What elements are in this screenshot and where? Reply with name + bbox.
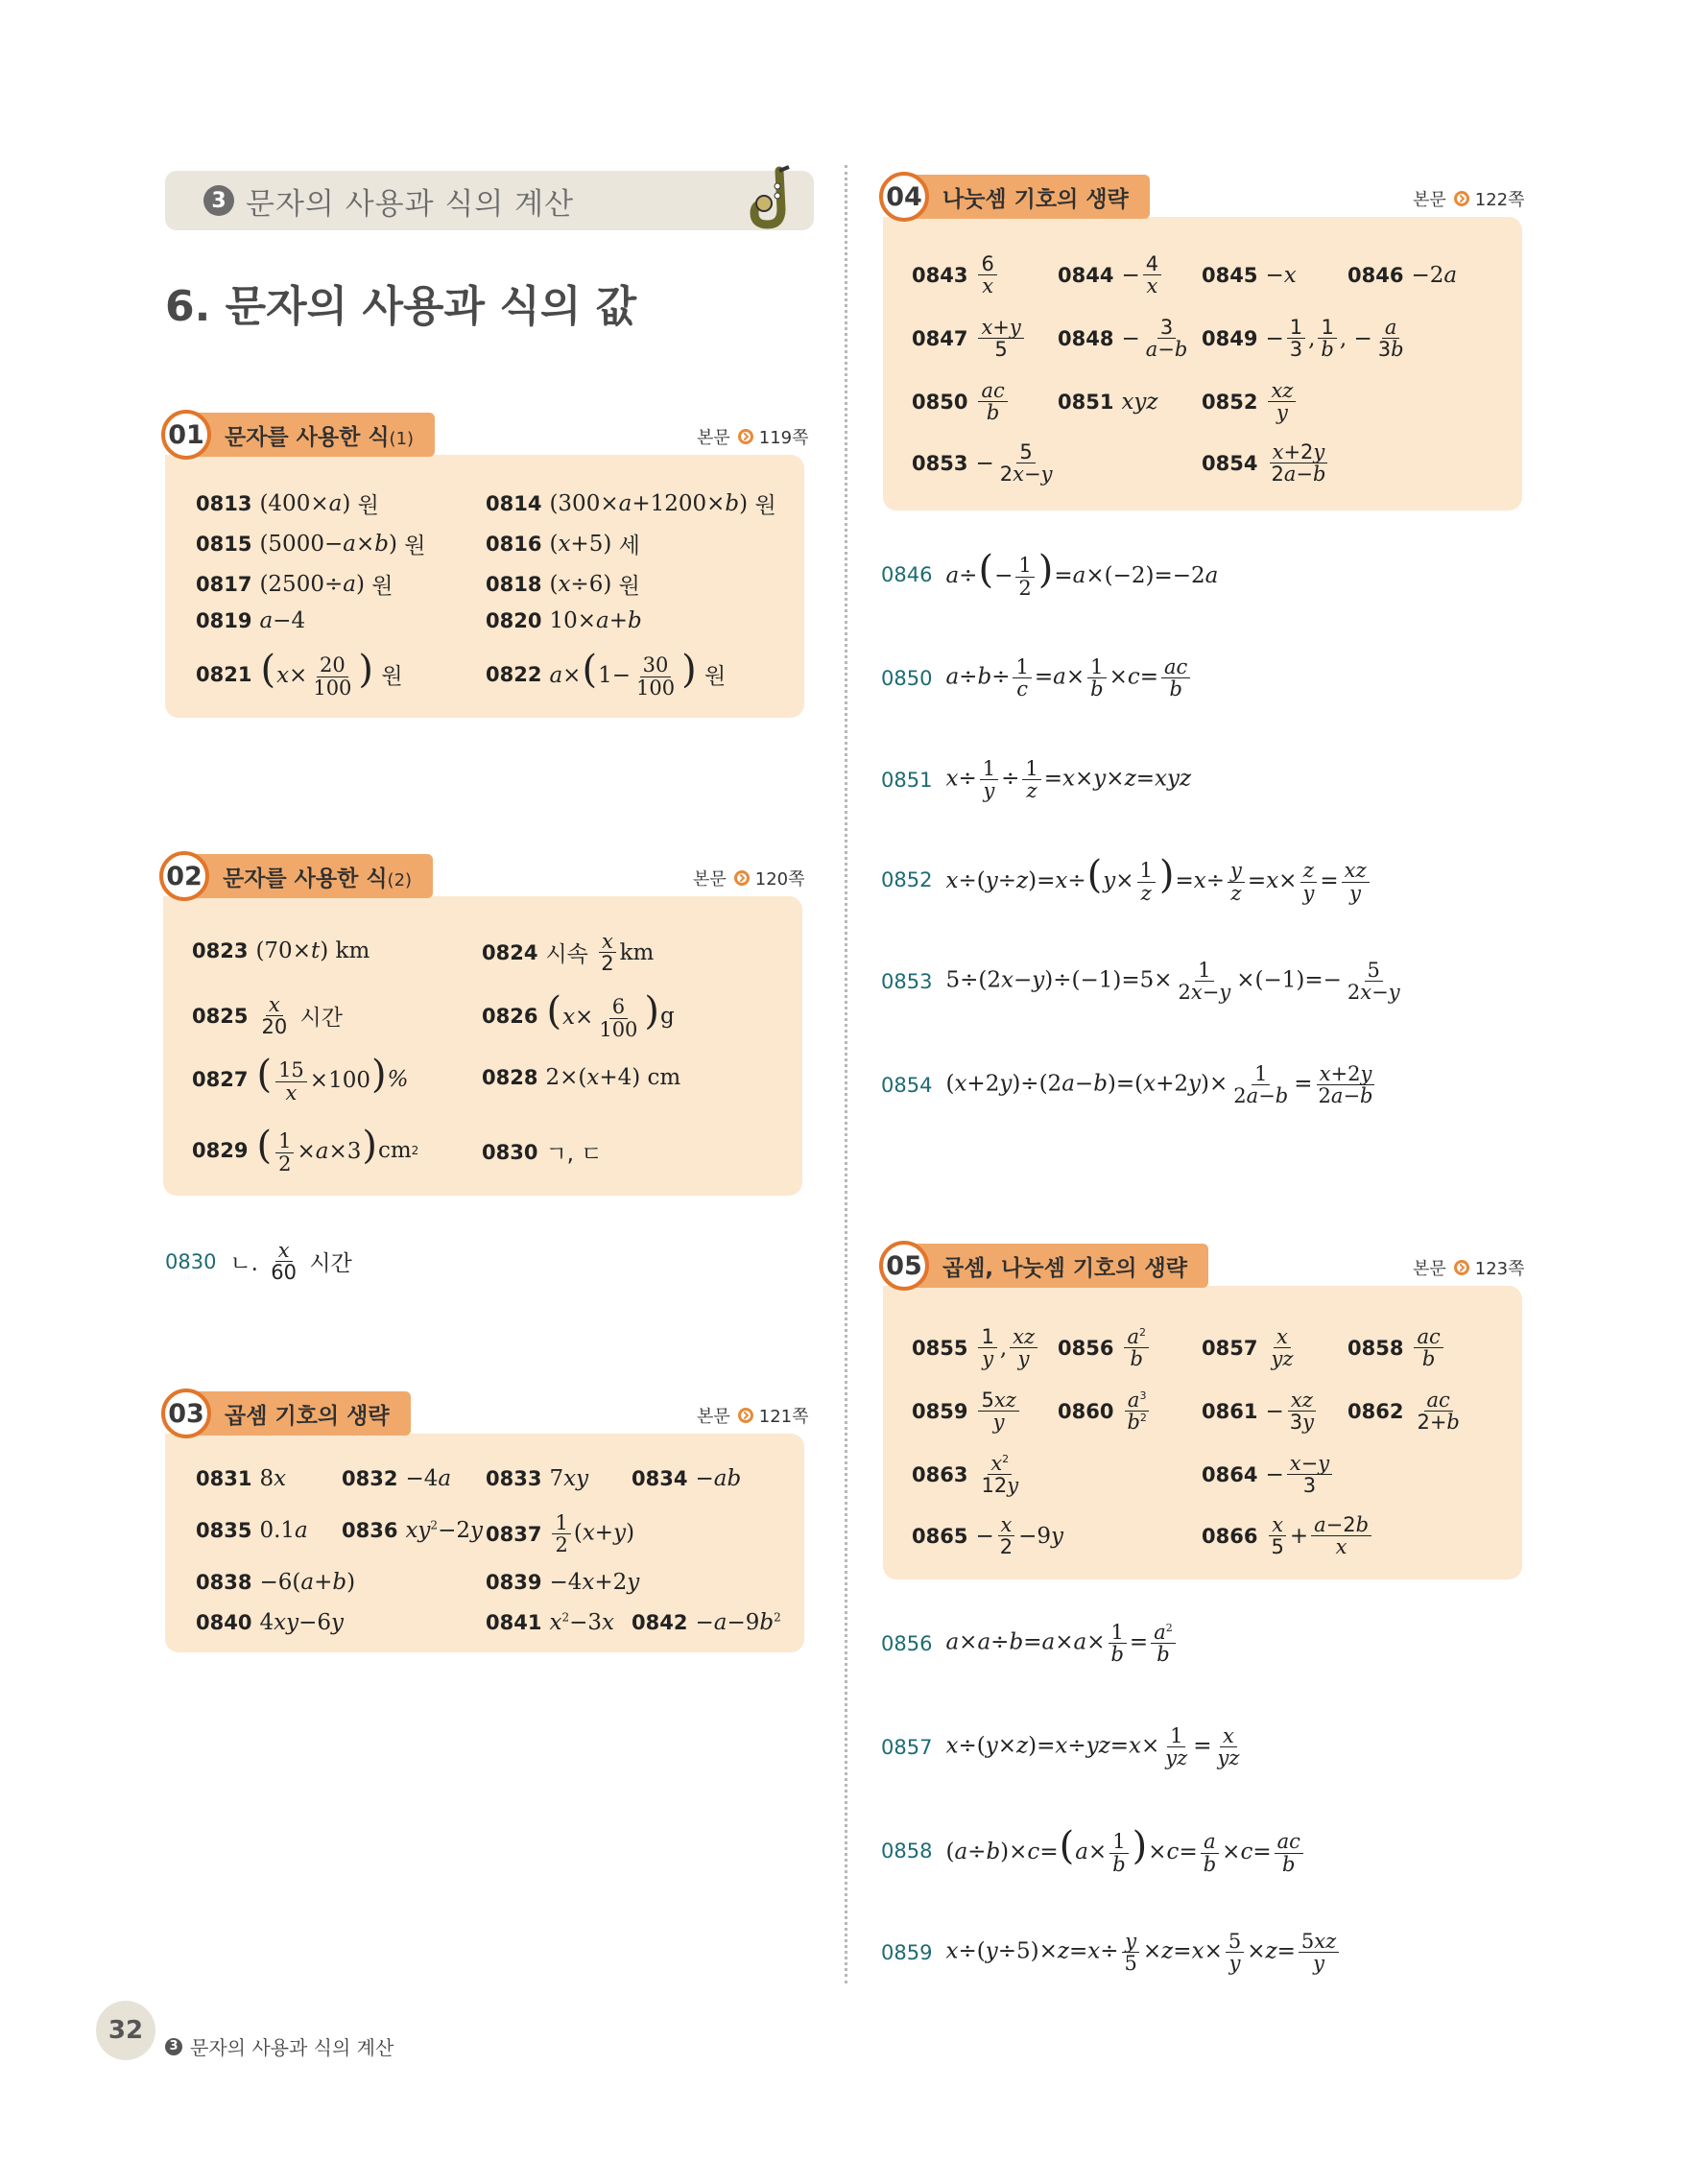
footer-chapter-badge: 3 xyxy=(165,2038,182,2055)
box-number: 04 xyxy=(879,172,929,222)
solution-0850: 0850 a÷b÷ $\frac{1}{c}$ =a× $\frac{1}{b}$ ×c= $\frac{ac}{b}$ xyxy=(881,656,1193,700)
answer-0837: 0837 $\frac{1}{2}$ (x+y) xyxy=(486,1511,635,1557)
answer-0825: 0825 $\frac{x}{20}$ 시간 xyxy=(192,993,343,1039)
answer-0832: 0832 −4a xyxy=(342,1466,452,1491)
answer-0863: 0863 $\frac{x^2}{12y}$ xyxy=(912,1452,1019,1498)
arrow-circle-icon xyxy=(734,870,750,886)
answer-0864: 0864 − $\frac{x-y}{3}$ xyxy=(1202,1453,1335,1496)
box-tab-02 xyxy=(163,854,433,898)
answer-0862: 0862 $\frac{ac}{2+b}$ xyxy=(1347,1389,1460,1435)
column-divider xyxy=(845,165,847,1983)
ref-label: 본문 xyxy=(693,869,727,890)
answer-0866: 0866 $\frac{x}{5}$ + $\frac{a-2b}{x}$ xyxy=(1202,1514,1374,1557)
answer-0844: 0844 − $\frac{4}{x}$ xyxy=(1058,253,1164,297)
answer-0857: 0857 $\frac{x}{yz}$ xyxy=(1202,1325,1294,1371)
answer-0823: 0823 (70×t) km xyxy=(192,938,370,963)
footer-chapter xyxy=(165,2032,393,2060)
box-title: 문자를 사용한 식 xyxy=(223,866,388,891)
answer-0840: 0840 4xy−6y xyxy=(196,1610,344,1635)
answer-0826: 0826 (x× $\frac{6}{100}$ ) g xyxy=(482,989,675,1041)
page-ref-03 xyxy=(697,1403,809,1428)
answer-0848: 0848 − $\frac{3}{a-b}$ xyxy=(1058,316,1188,362)
solution-0854: 0854 (x+2y)÷(2a−b)=(x+2y)× $\frac{1}{2a-b}$ = $\frac{x+2y}{2a-b}$ xyxy=(881,1062,1373,1108)
box-title: 곱셈 기호의 생략 xyxy=(225,1403,390,1429)
answer-0852: 0852 $\frac{xz}{y}$ xyxy=(1202,380,1299,423)
answer-0833: 0833 7xy xyxy=(486,1466,589,1491)
solution-0858: 0858 (a÷b)×c=(a× $\frac{1}{b}$ )×c= $\frac{a}{b}$ ×c= $\frac{ac}{b}$ xyxy=(881,1827,1306,1875)
arrow-circle-icon xyxy=(738,429,753,444)
saxophone-icon xyxy=(743,165,804,232)
solution-0852: 0852 x÷(y÷z)=x÷(y× $\frac{1}{z}$ )=x÷ $\frac{y}{z}$ =x× $\frac{z}{y}$ = $\frac{xz}{y}$ xyxy=(881,856,1372,904)
page-number: 32 xyxy=(96,2001,155,2060)
answer-0819: 0819 a−4 xyxy=(196,608,306,633)
box-number: 01 xyxy=(161,410,211,460)
answer-0859: 0859 $\frac{5xz}{y}$ xyxy=(912,1389,1022,1433)
chapter-number-badge: 3 xyxy=(203,185,234,216)
answer-0849: 0849 − $\frac{1}{3}$ , $\frac{1}{b}$ , − $\frac{a}{3b}$ xyxy=(1202,316,1404,362)
chapter-banner xyxy=(165,171,814,230)
ref-label: 본문 xyxy=(1413,190,1446,210)
box-number: 02 xyxy=(159,851,209,901)
answer-0813: 0813 (400×a) 원 xyxy=(196,490,379,518)
box-number: 05 xyxy=(879,1241,929,1291)
answer-0828: 0828 2×(x+4) cm xyxy=(482,1065,681,1090)
answer-0816: 0816 (x+5) 세 xyxy=(486,531,640,558)
solution-0856: 0856 a×a÷b=a×a× $\frac{1}{b}$ = $\frac{a^2}{b}$ xyxy=(881,1622,1179,1665)
page-ref-05 xyxy=(1413,1255,1525,1280)
ref-label: 본문 xyxy=(697,428,730,448)
answer-0818: 0818 (x÷6) 원 xyxy=(486,571,640,599)
ref-page: 119쪽 xyxy=(758,428,809,448)
arrow-circle-icon xyxy=(738,1408,753,1423)
answer-0817: 0817 (2500÷a) 원 xyxy=(196,571,393,599)
ref-label: 본문 xyxy=(1413,1259,1446,1279)
ref-page: 120쪽 xyxy=(754,869,805,890)
answer-0830: 0830 ㄱ, ㄷ xyxy=(482,1140,603,1167)
answer-0842: 0842 $-a-9b^2$ xyxy=(632,1610,781,1635)
box-title: 곱셈, 나눗셈 기호의 생략 xyxy=(942,1255,1187,1281)
answer-0829: 0829 ( $\frac{1}{2}$ ×a×3) cm 2 xyxy=(192,1124,419,1175)
arrow-circle-icon xyxy=(1454,191,1469,206)
box-number: 03 xyxy=(161,1389,211,1438)
box-subtitle: (2) xyxy=(387,869,413,890)
answer-0856: 0856 $\frac{a^2}{b}$ xyxy=(1058,1326,1152,1369)
answer-0815: 0815 (5000−a×b) 원 xyxy=(196,531,426,558)
solution-0853: 0853 5÷(2x−y)÷(−1)=5× $\frac{1}{2x-y}$ ×(−1)=− $\frac{5}{2x-y}$ xyxy=(881,959,1400,1005)
answer-0836: 0836 $xy^2-2y$ xyxy=(342,1518,483,1543)
answer-0858: 0858 $\frac{ac}{b}$ xyxy=(1347,1326,1446,1369)
page-ref-02 xyxy=(693,866,805,890)
box-tab-05 xyxy=(883,1244,1208,1288)
answer-0861: 0861 − $\frac{xz}{3y}$ xyxy=(1202,1389,1314,1435)
answer-0827: 0827 ( $\frac{15}{x}$ ×100) % xyxy=(192,1053,409,1104)
ref-page: 121쪽 xyxy=(758,1407,809,1427)
answer-0831: 0831 8x xyxy=(196,1466,287,1491)
solution-0857: 0857 x÷(y×z)=x÷yz=x× $\frac{1}{yz}$ = $\frac{x}{yz}$ xyxy=(881,1724,1240,1770)
answer-0860: 0860 $\frac{a^3}{b^2}$ xyxy=(1058,1389,1153,1433)
answer-0835: 0835 0.1a xyxy=(196,1518,308,1543)
answer-0843: 0843 $\frac{6}{x}$ xyxy=(912,253,1000,297)
answer-0824: 0824 시속 $\frac{x}{2}$ km xyxy=(482,930,655,976)
solution-0846: 0846 a÷(− $\frac{1}{2}$ )=a×(−2)=−2a xyxy=(881,548,1219,600)
ref-label: 본문 xyxy=(697,1407,730,1427)
answer-0854: 0854 $\frac{x+2y}{2a-b}$ xyxy=(1202,440,1326,487)
answer-0838: 0838 −6(a+b) xyxy=(196,1570,356,1595)
solution-0859: 0859 x÷(y÷5)×z=x÷ $\frac{y}{5}$ ×z=x× $\frac{5}{y}$ ×z= $\frac{5xz}{y}$ xyxy=(881,1931,1342,1974)
solution-0830: 0830 ㄴ. $\frac{x}{60}$ 시간 xyxy=(165,1239,352,1285)
answer-0853: 0853 − $\frac{5}{2x-y}$ xyxy=(912,440,1053,487)
answer-0846: 0846 −2a xyxy=(1347,263,1458,288)
answer-0822: 0822 a×(1− $\frac{30}{100}$ ) 원 xyxy=(486,648,727,700)
answer-0839: 0839 −4x+2y xyxy=(486,1570,640,1595)
box-title: 문자를 사용한 식 xyxy=(225,424,390,450)
footer-chapter-title: 문자의 사용과 식의 계산 xyxy=(190,2036,394,2059)
answer-0855: 0855 $\frac{1}{y}$ , $\frac{xz}{y}$ xyxy=(912,1326,1040,1369)
answer-0845: 0845 −x xyxy=(1202,263,1297,288)
chapter-title: 문자의 사용과 식의 계산 xyxy=(246,186,575,222)
answer-0850: 0850 $\frac{ac}{b}$ xyxy=(912,380,1011,423)
solution-0851: 0851 x÷ $\frac{1}{y}$ ÷ $\frac{1}{z}$ =x×y×z=xyz xyxy=(881,757,1192,803)
answer-0834: 0834 −ab xyxy=(632,1466,742,1491)
answer-0851: 0851 xyz xyxy=(1058,390,1158,415)
box-subtitle: (1) xyxy=(389,428,415,449)
box-tab-01 xyxy=(165,413,435,457)
page-ref-04 xyxy=(1413,186,1525,211)
ref-page: 122쪽 xyxy=(1474,190,1525,210)
section-title: 6. 문자의 사용과 식의 값 xyxy=(165,282,637,331)
page-ref-01 xyxy=(697,424,809,449)
answer-0814: 0814 (300×a+1200×b) 원 xyxy=(486,490,776,518)
arrow-circle-icon xyxy=(1454,1260,1469,1275)
answer-0841: 0841 $x^2-3x$ xyxy=(486,1610,614,1635)
answer-0847: 0847 $\frac{x+y}{5}$ xyxy=(912,317,1027,360)
box-tab-03 xyxy=(165,1391,411,1436)
answer-0821: 0821 (x× $\frac{20}{100}$ ) 원 xyxy=(196,648,403,700)
answer-0865: 0865 − $\frac{x}{2}$ −9y xyxy=(912,1513,1064,1559)
box-title: 나눗셈 기호의 생략 xyxy=(942,186,1129,212)
ref-page: 123쪽 xyxy=(1474,1259,1525,1279)
answer-0820: 0820 10×a+b xyxy=(486,608,642,633)
box-tab-04 xyxy=(883,175,1150,219)
